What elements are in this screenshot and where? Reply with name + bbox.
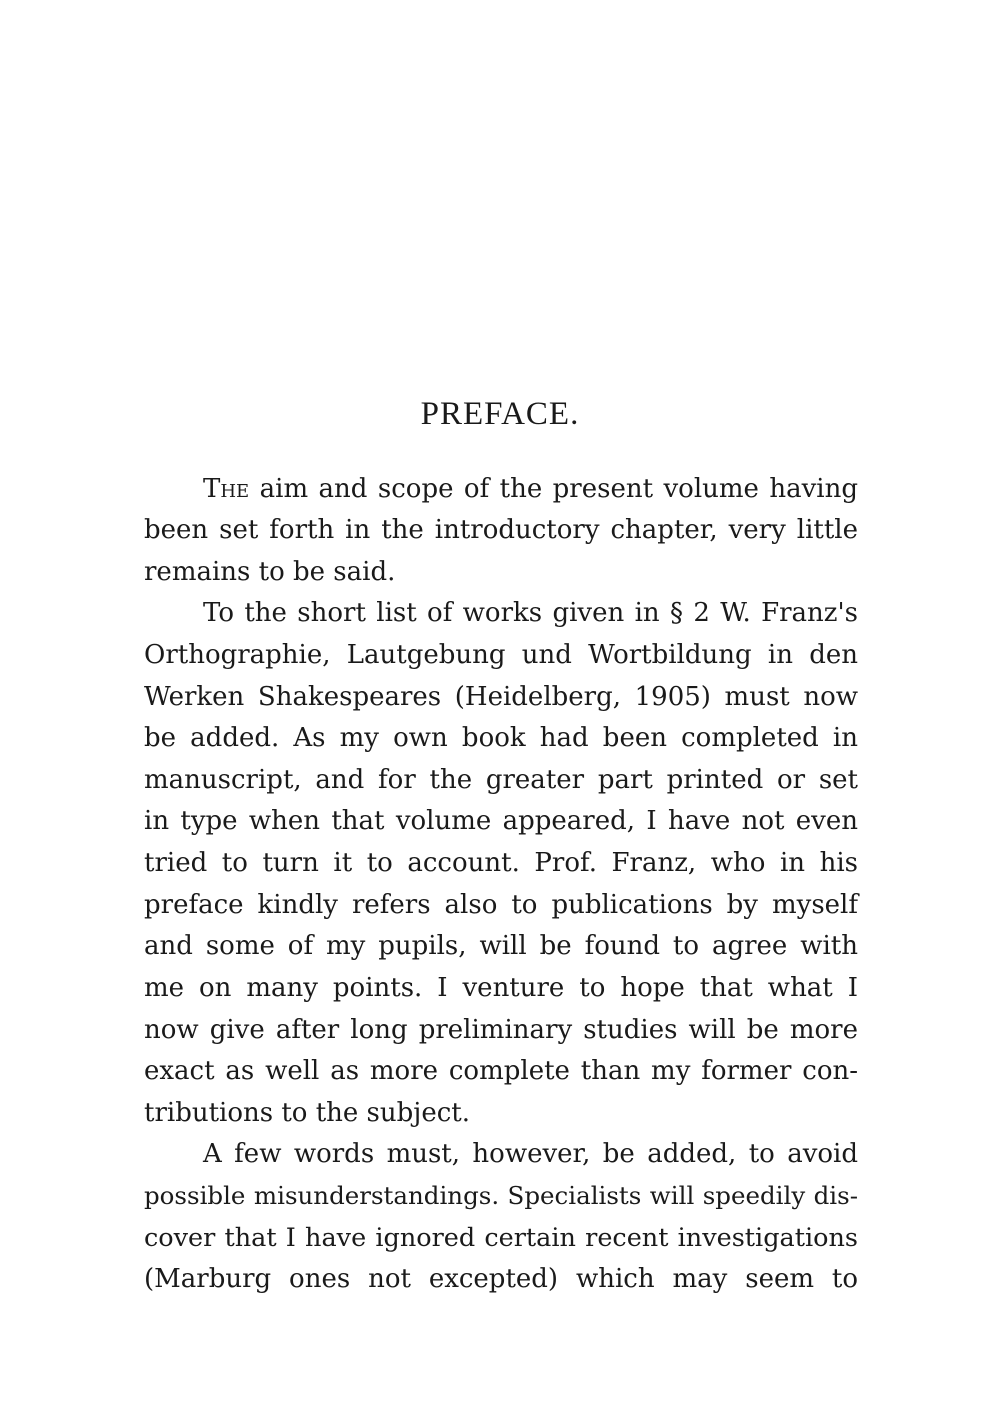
text-line: tried to turn it to account. Prof. Franz, who in his <box>144 848 858 878</box>
text-line: and some of my pupils, will be found to agree with <box>144 931 858 961</box>
text-line: me on many points. I venture to hope that what I <box>144 973 858 1003</box>
text-line: To the short list of works given in § 2 W. Franz's <box>203 598 858 628</box>
text-line: been set forth in the introductory chapter, very little <box>144 515 858 545</box>
text-line: manuscript, and for the greater part printed or set <box>144 765 858 795</box>
text-line: now give after long preliminary studies will be more <box>144 1015 858 1045</box>
text-line: be added. As my own book had been completed in <box>144 723 858 753</box>
text-line: tributions to the subject. <box>144 1098 471 1128</box>
text-line: (Marburg ones not excepted) which may seem to <box>144 1264 858 1294</box>
text-line: The aim and scope of the present volume having <box>203 474 859 504</box>
text-line: preface kindly refers also to publications by myself <box>144 890 858 920</box>
text-line: in type when that volume appeared, I have not even <box>144 806 858 836</box>
text-line: cover that I have ignored certain recent investigations <box>144 1223 858 1253</box>
text-line: possible misunderstandings. Specialists will speedily dis- <box>144 1181 858 1210</box>
text-line: exact as well as more complete than my former con- <box>144 1056 858 1086</box>
text-line: A few words must, however, be added, to avoid <box>203 1139 858 1169</box>
opening-word: The <box>203 474 250 504</box>
page-title: PREFACE. <box>420 396 580 432</box>
text-line: Werken Shakespeares (Heidelberg, 1905) must now <box>144 682 858 712</box>
text-line: Orthographie, Lautgebung und Wortbildung in den <box>144 640 858 670</box>
text-line: remains to be said. <box>144 557 396 587</box>
